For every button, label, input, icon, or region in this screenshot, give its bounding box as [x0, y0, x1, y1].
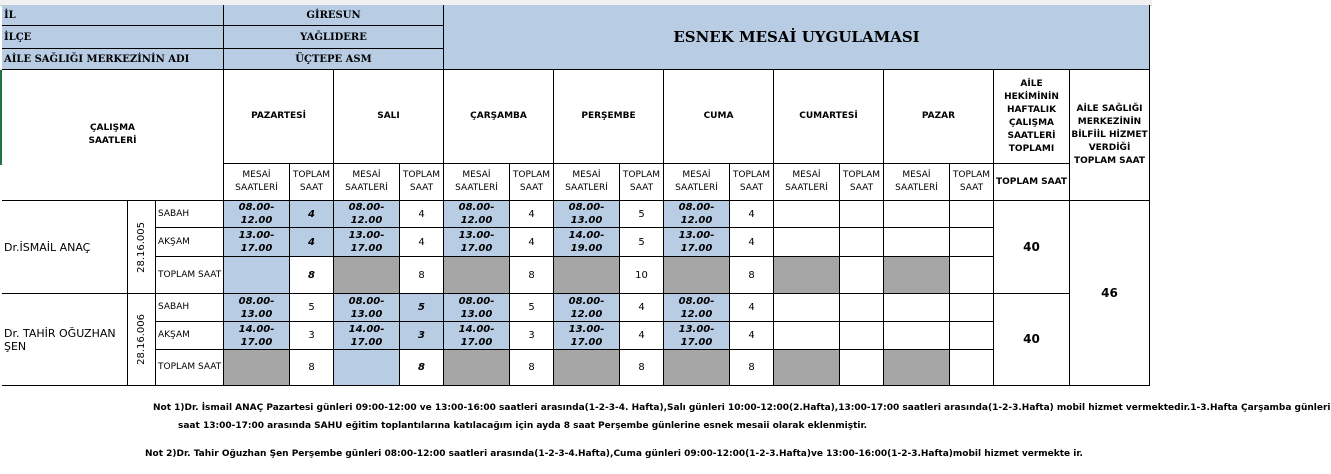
header-day-2[interactable]: ÇARŞAMBA — [444, 70, 554, 164]
mesai-total-blank[interactable] — [334, 257, 400, 294]
header-day-3[interactable]: PERŞEMBE — [554, 70, 664, 164]
mesai-cell[interactable]: 08.00-12.00 — [664, 294, 730, 322]
mesai-cell[interactable] — [774, 228, 840, 257]
doctor-code: 28.16.006 — [136, 314, 147, 365]
toplam-cell[interactable]: 4 — [730, 322, 774, 350]
toplam-cell[interactable]: 3 — [290, 322, 334, 350]
toplam-cell[interactable]: 5 — [510, 294, 554, 322]
toplam-cell[interactable]: 3 — [400, 322, 444, 350]
info-asm-value[interactable]: ÜÇTEPE ASM — [224, 49, 444, 70]
toplam-total-cell[interactable]: 10 — [620, 257, 664, 294]
toplam-cell[interactable]: 3 — [510, 322, 554, 350]
info-asm-label[interactable]: AİLE SAĞLIĞI MERKEZİNİN ADI — [2, 49, 224, 70]
row-label-toplam[interactable]: TOPLAM SAAT — [156, 257, 224, 294]
mesai-cell[interactable] — [884, 201, 950, 228]
header-mesai-saatleri[interactable]: MESAİ SAATLERİ — [774, 164, 840, 201]
header-day-1[interactable]: SALI — [334, 70, 444, 164]
toplam-cell[interactable]: 5 — [400, 294, 444, 322]
toplam-cell[interactable]: 5 — [290, 294, 334, 322]
header-toplam-saat[interactable]: TOPLAM SAAT — [620, 164, 664, 201]
mesai-total-blank[interactable] — [334, 350, 400, 386]
header-calisma-saatleri[interactable]: ÇALIŞMA SAATLERİ — [2, 70, 224, 201]
header-toplam-saat[interactable]: TOPLAM SAAT — [840, 164, 884, 201]
toplam-cell[interactable] — [950, 294, 994, 322]
toplam-total-cell[interactable]: 8 — [400, 257, 444, 294]
note-1-line-1: Not 1)Dr. İsmail ANAÇ Pazartesi günleri 09:00-12:00 ve 13:00-16:00 saatleri arasında(1-2-3-4. Hafta),Salı günleri 10:00-12:00(2.Hafta),13:00-17:00 saatleri arasında(1-2-3.Hafta) mobil hizmet vermektedir.1-3.Hafta Çarşamba günleri — [153, 403, 1331, 413]
toplam-cell[interactable] — [840, 201, 884, 228]
info-ilce-value[interactable]: YAĞLIDERE — [224, 26, 444, 49]
mesai-cell[interactable]: 14.00-19.00 — [554, 228, 620, 257]
toplam-cell[interactable]: 4 — [400, 201, 444, 228]
header-toplam-saat[interactable]: TOPLAM SAAT — [510, 164, 554, 201]
mesai-cell[interactable]: 13.00-17.00 — [664, 322, 730, 350]
toplam-total-blank[interactable] — [950, 350, 994, 386]
header-mesai-saatleri[interactable]: MESAİ SAATLERİ — [884, 164, 950, 201]
note-1-line-2: saat 13:00-17:00 arasında SAHU eğitim toplantılarına katılacağım için ayda 8 saat Perşembe günlerine esnek mesaii olarak eklenmiştir. — [178, 421, 868, 431]
info-il-value[interactable]: GİRESUN — [224, 5, 444, 26]
header-toplam-saat[interactable]: TOPLAM SAAT — [290, 164, 334, 201]
mesai-total-blank[interactable] — [774, 350, 840, 386]
toplam-cell[interactable]: 5 — [620, 201, 664, 228]
toplam-cell[interactable]: 4 — [510, 201, 554, 228]
info-ilce-label[interactable]: İLÇE — [2, 26, 224, 49]
mesai-cell[interactable] — [774, 201, 840, 228]
mesai-total-blank[interactable] — [444, 350, 510, 386]
toplam-total-cell[interactable]: 8 — [400, 350, 444, 386]
doctor-weekly-total[interactable]: 40 — [994, 294, 1070, 386]
toplam-total-blank[interactable] — [840, 257, 884, 294]
doctor-code-cell — [128, 294, 156, 386]
toplam-cell[interactable]: 5 — [620, 228, 664, 257]
mesai-total-blank[interactable] — [224, 350, 290, 386]
toplam-cell[interactable]: 4 — [400, 228, 444, 257]
mesai-total-blank[interactable] — [664, 350, 730, 386]
toplam-total-cell[interactable]: 8 — [730, 257, 774, 294]
toplam-cell[interactable]: 4 — [730, 294, 774, 322]
toplam-cell[interactable]: 4 — [620, 294, 664, 322]
mesai-total-blank[interactable] — [444, 257, 510, 294]
doctor-name[interactable]: Dr.İSMAİL ANAÇ — [2, 201, 128, 294]
toplam-cell[interactable] — [840, 322, 884, 350]
mesai-cell[interactable]: 08.00-12.00 — [444, 201, 510, 228]
toplam-total-blank[interactable] — [950, 257, 994, 294]
mesai-total-blank[interactable] — [884, 257, 950, 294]
header-mesai-saatleri[interactable]: MESAİ SAATLERİ — [664, 164, 730, 201]
row-label-sabah[interactable]: SABAH — [156, 201, 224, 228]
toplam-total-cell[interactable]: 8 — [510, 257, 554, 294]
header-toplam-saat[interactable]: TOPLAM SAAT — [400, 164, 444, 201]
mesai-cell[interactable] — [884, 294, 950, 322]
row-label-aksam[interactable]: AKŞAM — [156, 228, 224, 257]
row-label-sabah[interactable]: SABAH — [156, 294, 224, 322]
mesai-total-blank[interactable] — [224, 257, 290, 294]
doctor-weekly-total[interactable]: 40 — [994, 201, 1070, 294]
toplam-total-cell[interactable]: 8 — [620, 350, 664, 386]
header-mesai-saatleri[interactable]: MESAİ SAATLERİ — [224, 164, 290, 201]
note-2: Not 2)Dr. Tahir Oğuzhan Şen Perşembe günleri 08:00-12:00 saatleri arasında(1-2-3-4.Hafta),Cuma günleri 09:00-12:00(1-2-3.Hafta)ve 13:00-16:00(1-2-3.Hafta)mobil hizmet vermekte ir. — [145, 449, 1083, 459]
header-day-5[interactable]: CUMARTESİ — [774, 70, 884, 164]
mesai-cell[interactable]: 13.00-17.00 — [664, 228, 730, 257]
mesai-cell[interactable]: 08.00-13.00 — [444, 294, 510, 322]
toplam-cell[interactable] — [950, 201, 994, 228]
toplam-total-cell[interactable]: 8 — [510, 350, 554, 386]
mesai-cell[interactable]: 08.00-12.00 — [554, 294, 620, 322]
toplam-cell[interactable] — [950, 322, 994, 350]
mesai-total-blank[interactable] — [884, 350, 950, 386]
doctor-code: 28.16.005 — [136, 221, 147, 273]
mesai-cell[interactable]: 14.00-17.00 — [224, 322, 290, 350]
header-mesai-saatleri[interactable]: MESAİ SAATLERİ — [334, 164, 400, 201]
mesai-cell[interactable]: 08.00-12.00 — [334, 201, 400, 228]
mesai-cell[interactable]: 08.00-12.00 — [224, 201, 290, 228]
toplam-cell[interactable]: 4 — [290, 228, 334, 257]
mesai-cell[interactable]: 13.00-17.00 — [334, 228, 400, 257]
info-il-label[interactable]: İL — [2, 5, 224, 26]
toplam-cell[interactable] — [840, 228, 884, 257]
mesai-total-blank[interactable] — [554, 350, 620, 386]
mesai-total-blank[interactable] — [774, 257, 840, 294]
mesai-cell[interactable] — [884, 228, 950, 257]
toplam-cell[interactable]: 4 — [730, 228, 774, 257]
header-toplam-saat[interactable]: TOPLAM SAAT — [950, 164, 994, 201]
header-asm-toplam[interactable]: AİLE SAĞLIĞI MERKEZİNİN BİLFİİL HİZMET VERDİĞİ TOPLAM SAAT — [1070, 70, 1150, 201]
sheet-title[interactable]: ESNEK MESAİ UYGULAMASI — [444, 5, 1150, 70]
header-day-6[interactable]: PAZAR — [884, 70, 994, 164]
mesai-total-blank[interactable] — [664, 257, 730, 294]
mesai-cell[interactable]: 13.00-17.00 — [224, 228, 290, 257]
header-mesai-saatleri[interactable]: MESAİ SAATLERİ — [444, 164, 510, 201]
mesai-cell[interactable]: 08.00-13.00 — [224, 294, 290, 322]
toplam-total-cell[interactable]: 8 — [290, 257, 334, 294]
mesai-cell[interactable]: 08.00-12.00 — [664, 201, 730, 228]
mesai-cell[interactable]: 14.00-17.00 — [444, 322, 510, 350]
toplam-cell[interactable]: 4 — [290, 201, 334, 228]
toplam-cell[interactable] — [840, 294, 884, 322]
header-hekim-toplam-saat[interactable]: TOPLAM SAAT — [994, 164, 1070, 201]
mesai-cell[interactable]: 13.00-17.00 — [554, 322, 620, 350]
toplam-cell[interactable]: 4 — [620, 322, 664, 350]
mesai-cell[interactable] — [774, 322, 840, 350]
header-mesai-saatleri[interactable]: MESAİ SAATLERİ — [554, 164, 620, 201]
mesai-cell[interactable]: 13.00-17.00 — [444, 228, 510, 257]
header-day-0[interactable]: PAZARTESİ — [224, 70, 334, 164]
toplam-total-blank[interactable] — [840, 350, 884, 386]
mesai-cell[interactable]: 14.00-17.00 — [334, 322, 400, 350]
mesai-cell[interactable] — [774, 294, 840, 322]
row-label-aksam[interactable]: AKŞAM — [156, 322, 224, 350]
toplam-cell[interactable]: 4 — [510, 228, 554, 257]
mesai-cell[interactable] — [884, 322, 950, 350]
toplam-cell[interactable] — [950, 228, 994, 257]
mesai-total-blank[interactable] — [554, 257, 620, 294]
mesai-cell[interactable]: 08.00-13.00 — [334, 294, 400, 322]
row-label-toplam[interactable]: TOPLAM SAAT — [156, 350, 224, 386]
mesai-cell[interactable]: 08.00-13.00 — [554, 201, 620, 228]
doctor-code-cell — [128, 201, 156, 294]
header-day-4[interactable]: CUMA — [664, 70, 774, 164]
header-hekim-haftalik[interactable]: AİLE HEKİMİNİN HAFTALIK ÇALIŞMA SAATLERİ TOPLAMI — [994, 70, 1070, 164]
toplam-total-cell[interactable]: 8 — [290, 350, 334, 386]
toplam-total-cell[interactable]: 8 — [730, 350, 774, 386]
toplam-cell[interactable]: 4 — [730, 201, 774, 228]
header-toplam-saat[interactable]: TOPLAM SAAT — [730, 164, 774, 201]
asm-total-value[interactable]: 46 — [1070, 201, 1150, 386]
doctor-name[interactable]: Dr. TAHİR OĞUZHAN ŞEN — [2, 294, 128, 386]
